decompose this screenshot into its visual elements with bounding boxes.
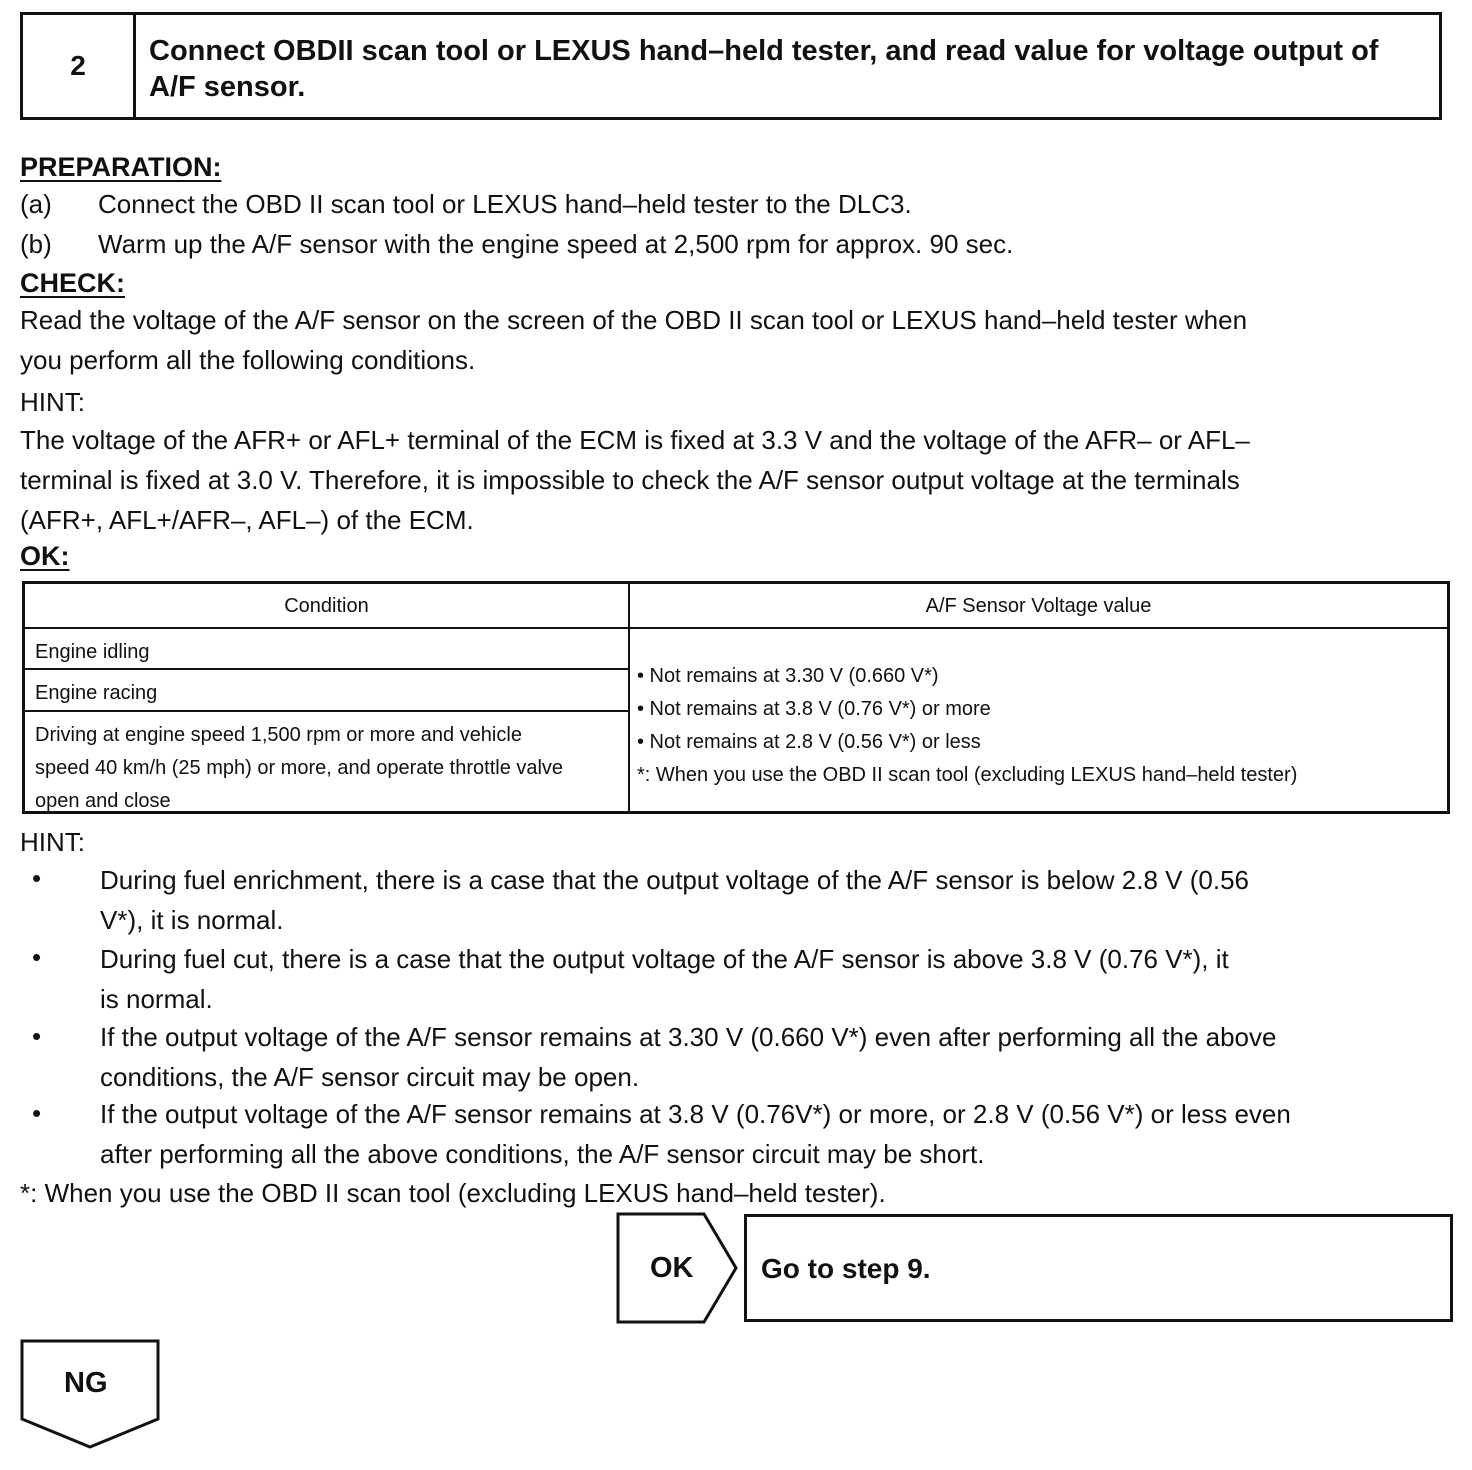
hint-text-line-1: The voltage of the AFR+ or AFL+ terminal of the ECM is fixed at 3.3 V and the voltage of the AFR– or AFL– (20, 425, 1250, 455)
list-label: (a) (20, 189, 52, 219)
bullet-line: During fuel cut, there is a case that the output voltage of the A/F sensor is above 3.8 V (0.76 V*), it (100, 944, 1229, 974)
bullet-text (100, 1017, 1455, 1097)
condition-table (22, 581, 1450, 814)
bullet-line: V*), it is normal. (100, 905, 284, 935)
bullet-text (100, 1094, 1455, 1174)
step-number: 2 (23, 15, 136, 117)
voltage-value-line: • Not remains at 3.8 V (0.76 V*) or more (637, 698, 991, 720)
step-header (20, 12, 1442, 120)
list-text: Connect the OBD II scan tool or LEXUS hand–held tester to the DLC3. (98, 189, 912, 219)
bullet-dot: • (32, 863, 42, 893)
ok-action-text: Go to step 9. (761, 1253, 931, 1284)
bullet-line: If the output voltage of the A/F sensor remains at 3.8 V (0.76V*) or more, or 2.8 V (0.56 V*) or less even (100, 1099, 1291, 1129)
table-cell-condition: speed 40 km/h (25 mph) or more, and operate throttle valve (35, 757, 564, 779)
table-header-divider (25, 627, 1447, 629)
bullet-line: after performing all the above conditions, the A/F sensor circuit may be short. (100, 1139, 985, 1169)
ng-label: NG (64, 1367, 108, 1399)
check-heading: CHECK: (20, 268, 125, 298)
hint-footnote: *: When you use the OBD II scan tool (excluding LEXUS hand–held tester). (20, 1178, 886, 1208)
bullet-dot: • (32, 942, 42, 972)
bullet-line: If the output voltage of the A/F sensor remains at 3.30 V (0.660 V*) even after performing all the above (100, 1022, 1277, 1052)
step-title: Connect OBDII scan tool or LEXUS hand–held tester, and read value for voltage output of A/F sensor. (149, 35, 1379, 103)
table-column-divider (628, 584, 630, 811)
bullet-text (100, 939, 1455, 1019)
hint-text-line-2: terminal is fixed at 3.0 V. Therefore, it is impossible to check the A/F sensor output voltage at the terminals (20, 465, 1240, 495)
voltage-value-footnote: *: When you use the OBD II scan tool (excluding LEXUS hand–held tester) (637, 764, 1298, 786)
check-text-line-2: you perform all the following conditions. (20, 345, 476, 375)
bullet-text (100, 860, 1455, 940)
table-cell-condition: Driving at engine speed 1,500 rpm or more and vehicle (35, 724, 522, 746)
hint-text-line-3: (AFR+, AFL+/AFR–, AFL–) of the ECM. (20, 505, 474, 535)
ok-action-box (744, 1214, 1453, 1322)
table-row-divider (25, 710, 628, 712)
table-cell-condition: Engine idling (35, 641, 150, 663)
table-header-voltage: A/F Sensor Voltage value (925, 594, 1152, 617)
bullet-line: is normal. (100, 984, 213, 1014)
table-cell-voltage-values (637, 660, 1297, 792)
bullet-dot: • (32, 1098, 42, 1128)
check-text-line-1: Read the voltage of the A/F sensor on the screen of the OBD II scan tool or LEXUS hand–held tester when (20, 305, 1248, 335)
preparation-heading: PREPARATION: (20, 152, 222, 182)
ok-label: OK (650, 1252, 694, 1284)
hint-label: HINT: (20, 387, 85, 417)
table-header-condition: Condition (284, 594, 369, 617)
list-label: (b) (20, 229, 52, 259)
bullet-line: During fuel enrichment, there is a case that the output voltage of the A/F sensor is below 2.8 V (0.56 (100, 865, 1249, 895)
voltage-value-line: • Not remains at 3.30 V (0.660 V*) (637, 665, 939, 687)
bullet-dot: • (32, 1021, 42, 1051)
ok-heading: OK: (20, 541, 70, 571)
table-cell-condition: open and close (35, 790, 171, 812)
list-text: Warm up the A/F sensor with the engine speed at 2,500 rpm for approx. 90 sec. (98, 229, 1014, 259)
hint-label: HINT: (20, 827, 85, 857)
voltage-value-line: • Not remains at 2.8 V (0.56 V*) or less (637, 731, 981, 753)
bullet-line: conditions, the A/F sensor circuit may be open. (100, 1062, 640, 1092)
table-cell-condition: Engine racing (35, 682, 158, 704)
